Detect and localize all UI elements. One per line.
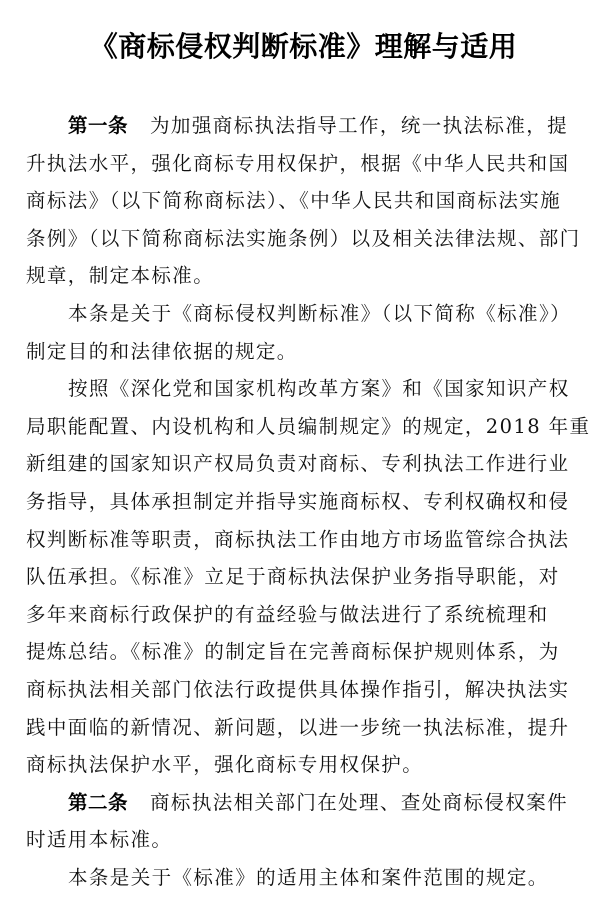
document-title: 《商标侵权判断标准》理解与适用: [89, 30, 518, 63]
commentary-1-p2-line-9: 商标执法相关部门依法行政提供具体操作指引，解决执法实: [26, 677, 570, 701]
commentary-1: [26, 295, 591, 784]
article-text: 商标执法相关部门在处理、查处商标侵权案件: [150, 790, 569, 814]
article-label: 第二条: [68, 790, 129, 814]
article-1-line-3: 商标法》（以下简称商标法）、《中华人民共和国商标法实施: [26, 189, 562, 213]
commentary-1-p2-line-1: 按照《深化党和国家机构改革方案》和《国家知识产权: [68, 377, 570, 401]
commentary-2-p1-line-1: 本条是关于《标准》的适用主体和案件范围的规定。: [68, 865, 549, 889]
commentary-1-p2-line-5: 权判断标准等职责，商标执法工作由地方市场监管综合执法: [26, 527, 570, 551]
commentary-1-p2-line-10: 践中面临的新情况、新问题，以进一步统一执法标准，提升: [26, 715, 570, 739]
article-2-line-1: [26, 784, 586, 822]
article-1-line-4: 条例》（以下简称商标法实施条例）以及相关法律法规、部门: [26, 226, 581, 250]
document-body: [26, 107, 591, 896]
article-2: [26, 784, 586, 859]
article-1-line-2: 升执法水平，强化商标专用权保护，根据《中华人民共和国: [26, 151, 570, 175]
commentary-1-p2-line-8: 提炼总结。《标准》的制定旨在完善商标保护规则体系，为: [26, 640, 560, 664]
commentary-1-p2-line-2: 局职能配置、内设机构和人员编制规定》的规定，2018 年重: [26, 414, 591, 438]
commentary-1-p2-line-6: 队伍承担。《标准》立足于商标执法保护业务指导职能，对: [26, 565, 560, 589]
article-text: 为加强商标执法指导工作，统一执法标准，提: [150, 114, 569, 137]
commentary-1-p1-line-2: 制定目的和法律依据的规定。: [26, 339, 298, 363]
article-1-line-5: 规章，制定本标准。: [26, 264, 215, 288]
commentary-1-p1-line-1: 本条是关于《商标侵权判断标准》（以下简称《标准》）: [68, 301, 572, 325]
commentary-2: [26, 859, 586, 897]
commentary-1-p2-line-4: 务指导，具体承担制定并指导实施商标权、专利权确权和侵: [26, 489, 570, 513]
commentary-1-p2-line-7: 多年来商标行政保护的有益经验与做法进行了系统梳理和: [26, 602, 549, 626]
article-2-line-2: 时适用本标准。: [26, 828, 173, 852]
article-label: 第一条: [68, 114, 129, 137]
commentary-1-p2-line-11: 商标执法保护水平，强化商标专用权保护。: [26, 753, 424, 777]
article-1-line-1: [26, 107, 586, 145]
article-1: [26, 107, 586, 295]
commentary-1-p2-line-3: 新组建的国家知识产权局负责对商标、专利执法工作进行业: [26, 452, 570, 476]
